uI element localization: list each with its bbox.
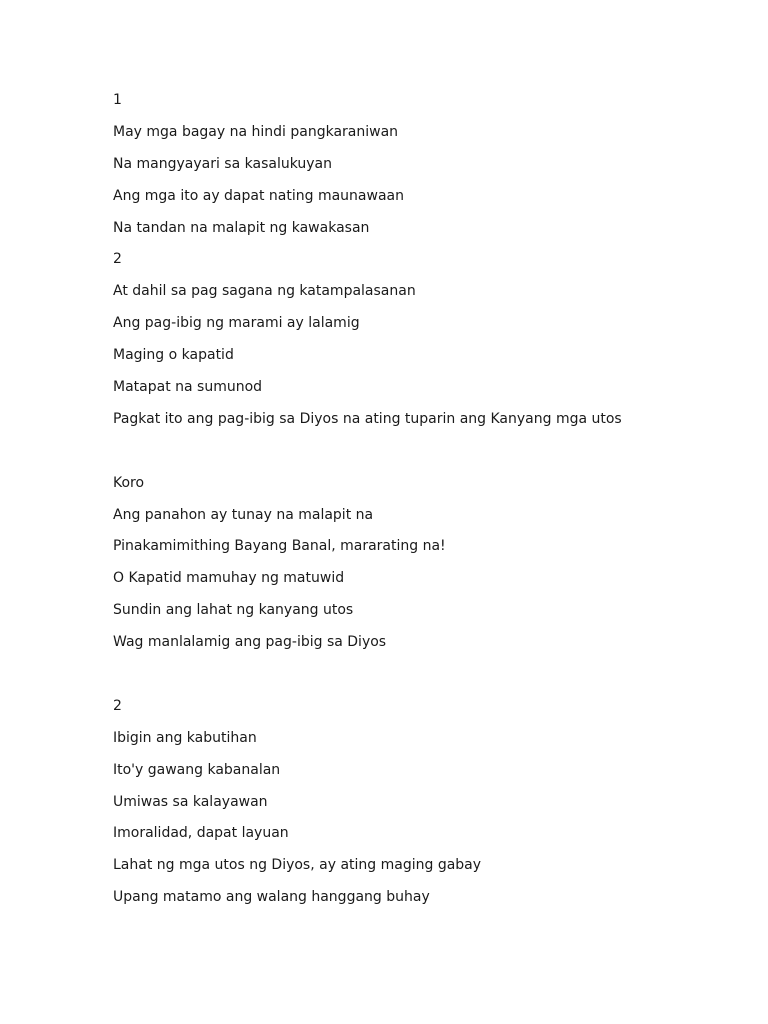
verse-number: 1	[113, 92, 122, 108]
lyric-line: Umiwas sa kalayawan	[113, 793, 268, 810]
lyric-line: At dahil sa pag sagana ng katampalasanan	[113, 283, 416, 300]
lyric-line: Ito'y gawang kabanalan	[113, 761, 281, 778]
chorus-heading: Koro	[113, 474, 145, 491]
lyric-line: Matapat na sumunod	[113, 379, 263, 396]
lyric-line: Ibigin ang kabutihan	[113, 729, 257, 746]
verse-number: 2	[113, 251, 122, 268]
lyric-line: Ang panahon ay tunay na malapit na	[113, 506, 374, 523]
lyric-line: Imoralidad, dapat layuan	[113, 825, 289, 842]
lyric-line: O Kapatid mamuhay ng matuwid	[113, 570, 345, 587]
lyric-line: Upang matamo ang walang hanggang buhay	[113, 889, 430, 906]
lyric-line: Ang pag-ibig ng marami ay lalamig	[113, 315, 360, 332]
lyric-line: Sundin ang lahat ng kanyang utos	[113, 602, 354, 619]
lyric-line: Lahat ng mga utos ng Diyos, ay ating maging gabay	[113, 857, 482, 874]
lyric-line: Na tandan na malapit ng kawakasan	[113, 219, 370, 236]
lyrics-body	[113, 89, 733, 918]
lyric-line: Na mangyayari sa kasalukuyan	[113, 155, 332, 172]
lyric-line: Wag manlalamig ang pag-ibig sa Diyos	[113, 634, 387, 651]
blank-line	[113, 440, 733, 472]
lyric-line: Pinakamimithing Bayang Banal, mararating na!	[113, 538, 446, 555]
lyric-line: May mga bagay na hindi pangkaraniwan	[113, 123, 399, 140]
blank-line	[113, 663, 733, 695]
lyric-line: Ang mga ito ay dapat nating maunawaan	[113, 187, 404, 204]
lyric-line: Pagkat ito ang pag-ibig sa Diyos na ating tuparin ang Kanyang mga utos	[113, 410, 622, 427]
verse-number: 2	[113, 697, 122, 714]
lyric-line: Maging o kapatid	[113, 347, 234, 364]
